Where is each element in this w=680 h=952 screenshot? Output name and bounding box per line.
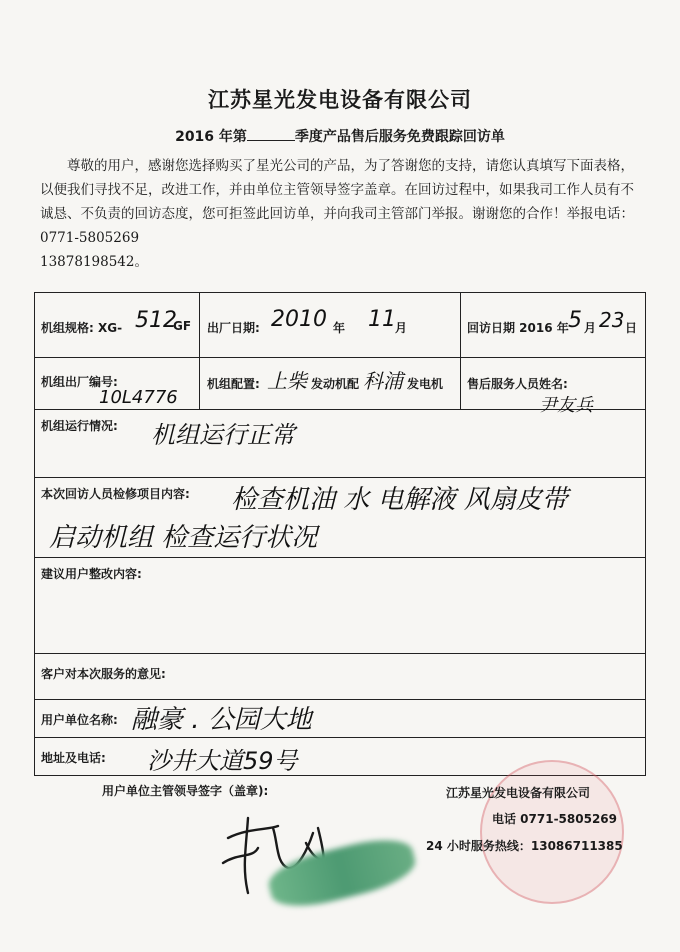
intro-text: 尊敬的用户，感谢您选择购买了星光公司的产品，为了答谢您的支持，请您认真填写下面表格，以便我们寻找不足，改进工作，并由单位主管领导签字盖章。在回访过程中，如果我司工作人员有不诚恳、不负责的回访态度，您可拒签此回访单，并向我司主管部门举报。谢谢您的合作！举报电话：0771-5805269 bbox=[40, 158, 634, 246]
unit-model-label: 机组规格: bbox=[41, 321, 94, 335]
column-divider bbox=[460, 293, 461, 409]
factory-year-value[interactable]: 2010 bbox=[271, 307, 327, 332]
address-label: 地址及电话: bbox=[41, 751, 106, 765]
visit-day-value[interactable]: 23 bbox=[599, 308, 625, 332]
row-divider bbox=[35, 737, 645, 738]
inspection-line-2[interactable]: 启动机组 检查运行状况 bbox=[49, 523, 318, 553]
service-person-label: 售后服务人员姓名: bbox=[467, 377, 568, 391]
intro-paragraph bbox=[40, 154, 636, 274]
document-subtitle bbox=[0, 126, 680, 146]
config-label: 机组配置: bbox=[207, 377, 260, 391]
serial-label: 机组出厂编号: bbox=[41, 375, 118, 389]
year-unit: 年 bbox=[333, 321, 346, 335]
operation-value[interactable]: 机组运行正常 bbox=[151, 421, 295, 449]
month-unit: 月 bbox=[395, 321, 408, 335]
address-value[interactable]: 沙井大道59号 bbox=[147, 747, 298, 775]
unit-model-value[interactable]: 512 bbox=[135, 308, 177, 333]
row-divider bbox=[35, 557, 645, 558]
row-divider bbox=[35, 699, 645, 700]
quarter-blank[interactable] bbox=[247, 128, 295, 141]
document-title: 江苏星光发电设备有限公司 bbox=[208, 88, 472, 112]
leader-signature-label: 用户单位主管领导签字（盖章): bbox=[102, 784, 269, 798]
visit-day-unit: 日 bbox=[625, 321, 638, 335]
generator-text: 发电机 bbox=[407, 377, 444, 391]
inspection-line-1[interactable]: 检查机油 水 电解液 风扇皮带 bbox=[231, 485, 568, 515]
row-divider bbox=[35, 653, 645, 654]
column-divider bbox=[199, 293, 200, 409]
generator-brand-value[interactable]: 科浦 bbox=[363, 369, 403, 393]
footer-hotline: 24 小时服务热线：13086711385 bbox=[426, 839, 623, 853]
row-divider bbox=[35, 477, 645, 478]
suggestion-label: 建议用户整改内容: bbox=[41, 567, 142, 581]
factory-date-label: 出厂日期: bbox=[207, 321, 260, 335]
engine-text: 发动机配 bbox=[311, 377, 360, 391]
operation-label: 机组运行情况: bbox=[41, 419, 118, 433]
user-unit-value[interactable]: 融豪 . 公园大地 bbox=[131, 705, 312, 735]
unit-model-prefix: XG- bbox=[98, 321, 123, 335]
engine-brand-value[interactable]: 上柴 bbox=[267, 369, 307, 393]
footer-company: 江苏星光发电设备有限公司 bbox=[446, 786, 591, 800]
visit-month-value[interactable]: 5 bbox=[568, 308, 582, 333]
company-seal-stamp bbox=[480, 760, 624, 904]
service-person-value[interactable]: 尹友兵 bbox=[539, 395, 593, 416]
visit-month-unit: 月 bbox=[584, 321, 597, 335]
serial-value[interactable]: 10L4776 bbox=[99, 387, 178, 408]
inspection-label: 本次回访人员检修项目内容: bbox=[41, 487, 190, 501]
factory-month-value[interactable]: 11 bbox=[368, 307, 396, 332]
subtitle-year: 2016 年第 bbox=[175, 129, 247, 145]
user-unit-label: 用户单位名称: bbox=[41, 713, 118, 727]
row-divider bbox=[35, 357, 645, 358]
visit-form-table bbox=[34, 292, 646, 776]
unit-model-cell bbox=[41, 319, 122, 336]
footer-phone: 电话 0771-5805269 bbox=[492, 812, 618, 826]
subtitle-rest: 季度产品售后服务免费跟踪回访单 bbox=[294, 129, 505, 145]
visit-date-label: 回访日期 2016 年 bbox=[467, 321, 569, 335]
unit-model-suffix: GF bbox=[173, 319, 192, 333]
opinion-label: 客户对本次服务的意见: bbox=[41, 667, 166, 681]
intro-phone-2: 13878198542。 bbox=[40, 254, 148, 270]
